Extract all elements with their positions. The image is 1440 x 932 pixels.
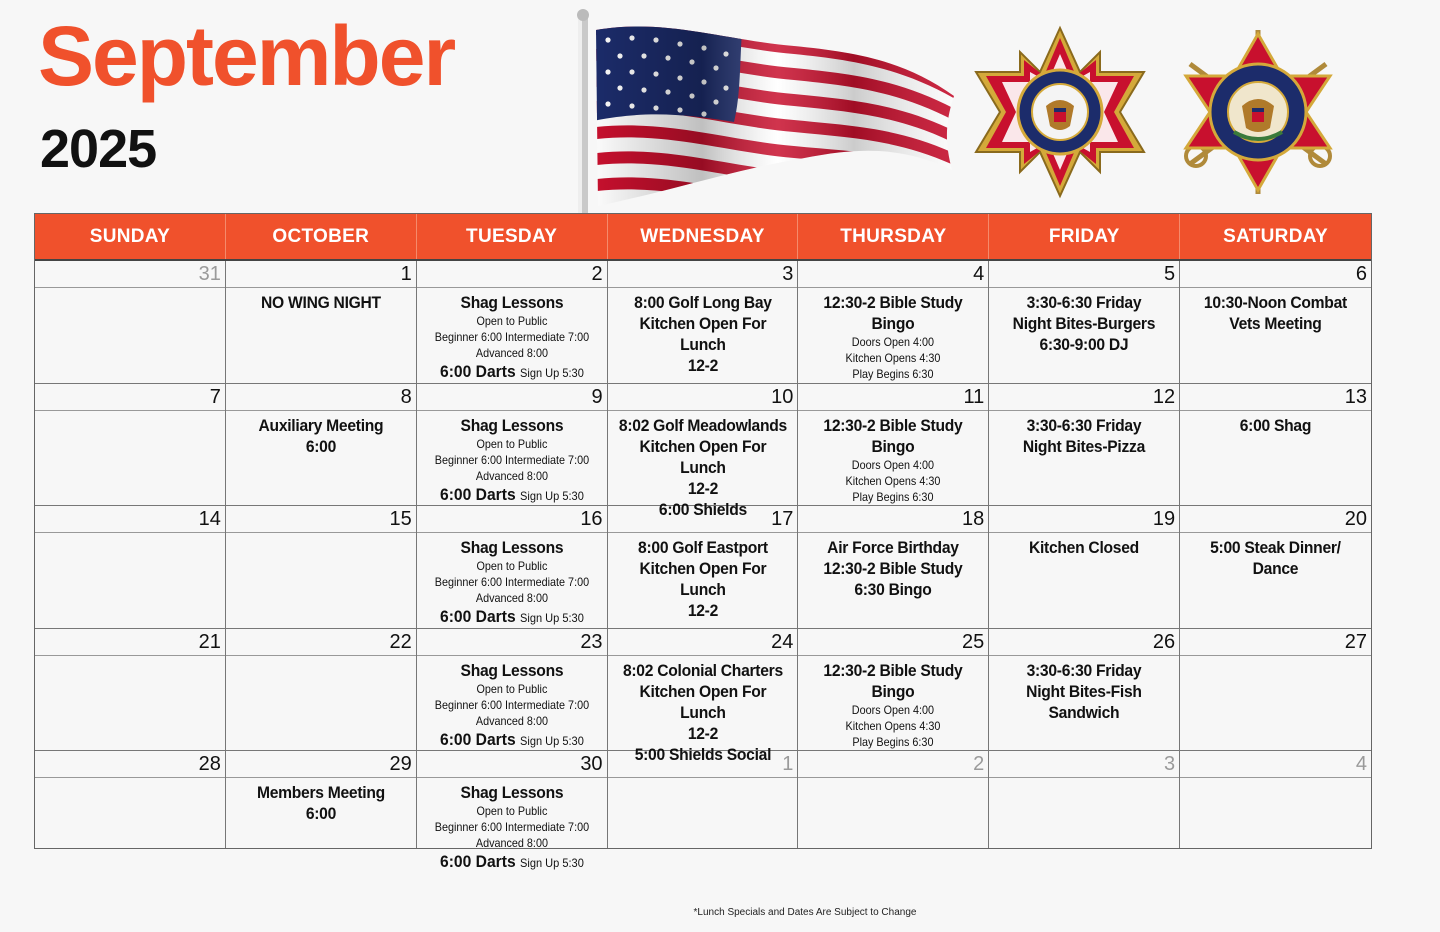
day-number: 15 xyxy=(226,506,416,533)
day-cell xyxy=(1180,629,1371,752)
event-title: Bingo xyxy=(871,436,915,456)
event-title: 12:30-2 Bible Study xyxy=(823,415,963,435)
day-cell xyxy=(989,629,1180,752)
day-cell xyxy=(226,629,417,752)
day-events xyxy=(417,411,607,507)
event-detail: Beginner 6:00 Intermediate 7:00 xyxy=(434,820,589,834)
day-cell xyxy=(798,751,989,848)
weekday-header: FRIDAY xyxy=(989,214,1180,259)
event-title: 3:30-6:30 Friday xyxy=(1026,293,1142,312)
calendar-week-row xyxy=(35,261,1371,384)
event-title: 8:00 Golf Eastport xyxy=(637,538,768,557)
event-title: 12:30-2 Bible Study xyxy=(823,293,963,312)
day-number: 22 xyxy=(226,629,416,656)
day-number: 29 xyxy=(226,751,416,778)
vfw-auxiliary-emblem-logo xyxy=(1170,24,1346,200)
day-number: 3 xyxy=(608,261,798,288)
event-detail: Play Begins 6:30 xyxy=(852,489,934,504)
footnote: *Lunch Specials and Dates Are Subject to Change xyxy=(693,907,917,918)
day-events xyxy=(798,411,988,505)
calendar-grid xyxy=(34,213,1372,871)
day-events xyxy=(35,288,225,292)
day-number: 24 xyxy=(608,629,798,656)
darts-signup: Sign Up 5:30 xyxy=(519,366,584,380)
day-cell xyxy=(417,384,608,507)
event-title: Night Bites-Fish xyxy=(1026,681,1142,701)
day-cell xyxy=(35,629,226,752)
day-events xyxy=(1180,288,1371,334)
darts-event xyxy=(424,729,599,752)
day-events xyxy=(226,411,416,457)
day-cell xyxy=(417,629,608,752)
day-events xyxy=(35,778,225,782)
event-detail: Advanced 8:00 xyxy=(475,346,548,360)
day-number: 28 xyxy=(35,751,225,778)
day-cell xyxy=(226,751,417,848)
weekday-header: WEDNESDAY xyxy=(608,214,799,259)
day-number: 7 xyxy=(35,384,225,411)
event-title: 12-2 xyxy=(687,601,718,620)
day-cell xyxy=(798,506,989,629)
day-cell xyxy=(989,261,1180,384)
day-number: 8 xyxy=(226,384,416,411)
day-cell xyxy=(35,506,226,629)
day-cell xyxy=(608,261,799,384)
weekday-header: SATURDAY xyxy=(1223,225,1328,247)
day-events xyxy=(35,411,225,415)
day-events xyxy=(989,656,1179,723)
event-title: Kitchen Open For Lunch xyxy=(639,681,766,722)
day-events xyxy=(35,533,225,537)
day-cell xyxy=(798,629,989,752)
day-events xyxy=(417,778,607,874)
day-number: 25 xyxy=(798,629,988,656)
event-detail: Kitchen Opens 4:30 xyxy=(845,351,941,365)
day-cell xyxy=(608,751,799,848)
event-title: Dance xyxy=(1252,559,1299,578)
event-detail: Doors Open 4:00 xyxy=(852,702,935,717)
event-title: Kitchen Open For Lunch xyxy=(639,559,766,599)
day-cell xyxy=(417,261,608,384)
event-detail: Beginner 6:00 Intermediate 7:00 xyxy=(434,452,589,467)
event-title: 12:30-2 Bible Study xyxy=(823,559,963,578)
event-title: 12-2 xyxy=(687,723,718,743)
darts-label: 6:00 Darts xyxy=(439,607,516,626)
event-title: Sandwich xyxy=(1048,702,1120,722)
darts-signup: Sign Up 5:30 xyxy=(519,488,584,503)
calendar-weeks xyxy=(35,261,1371,871)
day-number: 18 xyxy=(798,506,988,533)
event-title: Night Bites-Pizza xyxy=(1023,436,1146,456)
day-events xyxy=(798,288,988,382)
month-title: September xyxy=(38,9,455,103)
event-title: Kitchen Open For Lunch xyxy=(639,314,766,354)
darts-event xyxy=(424,361,599,384)
day-events xyxy=(798,533,988,600)
day-events xyxy=(1180,411,1371,436)
event-title: 8:02 Golf Meadowlands xyxy=(618,415,787,435)
day-number: 13 xyxy=(1180,384,1371,411)
day-events xyxy=(226,778,416,824)
day-number: 21 xyxy=(35,629,225,656)
event-detail: Play Begins 6:30 xyxy=(852,367,934,381)
day-events xyxy=(608,778,798,782)
day-cell xyxy=(226,384,417,507)
event-title: Shag Lessons xyxy=(460,293,564,312)
day-number: 23 xyxy=(417,629,607,656)
event-title: Bingo xyxy=(871,314,915,333)
day-cell xyxy=(1180,506,1371,629)
event-title: 5:00 Steak Dinner/ xyxy=(1210,538,1341,557)
day-number: 12 xyxy=(989,384,1179,411)
event-detail: Beginner 6:00 Intermediate 7:00 xyxy=(434,575,589,589)
event-title: 6:30-9:00 DJ xyxy=(1039,335,1129,354)
day-events xyxy=(798,656,988,750)
day-number: 1 xyxy=(608,751,798,778)
event-detail: Advanced 8:00 xyxy=(475,591,548,605)
day-cell xyxy=(1180,384,1371,507)
day-number: 11 xyxy=(798,384,988,411)
day-cell xyxy=(226,506,417,629)
day-events xyxy=(989,288,1179,355)
event-title: 6:00 xyxy=(305,436,336,456)
event-detail: Open to Public xyxy=(476,314,548,328)
event-title: Vets Meeting xyxy=(1229,314,1322,333)
weekday-header: TUESDAY xyxy=(417,214,608,259)
event-detail: Kitchen Opens 4:30 xyxy=(845,473,941,488)
day-number: 5 xyxy=(989,261,1179,288)
event-detail: Open to Public xyxy=(476,681,548,696)
day-cell xyxy=(35,261,226,384)
event-title: 6:00 Shag xyxy=(1239,415,1312,435)
day-cell xyxy=(989,506,1180,629)
day-events xyxy=(226,533,416,537)
event-detail: Doors Open 4:00 xyxy=(852,335,935,349)
year-title: 2025 xyxy=(40,119,157,179)
day-cell xyxy=(608,629,799,764)
event-title: Kitchen Closed xyxy=(1029,538,1140,557)
day-number: 4 xyxy=(798,261,988,288)
day-number: 2 xyxy=(798,751,988,778)
event-title: Shag Lessons xyxy=(460,415,564,435)
day-number: 14 xyxy=(35,506,225,533)
day-number: 9 xyxy=(417,384,607,411)
day-events xyxy=(1180,656,1371,660)
event-detail: Play Begins 6:30 xyxy=(852,734,934,749)
event-title: 8:02 Colonial Charters xyxy=(622,660,783,680)
darts-event xyxy=(424,606,599,629)
event-title: Kitchen Open For Lunch xyxy=(639,436,766,477)
day-events xyxy=(226,288,416,313)
event-title: 3:30-6:30 Friday xyxy=(1026,415,1142,435)
day-cell xyxy=(226,261,417,384)
day-number: 10 xyxy=(608,384,798,411)
darts-label: 6:00 Darts xyxy=(439,362,516,381)
day-events xyxy=(417,533,607,629)
day-number: 27 xyxy=(1180,629,1371,656)
event-detail: Advanced 8:00 xyxy=(475,713,548,728)
day-events xyxy=(608,288,798,376)
darts-event xyxy=(424,851,599,874)
day-cell xyxy=(608,506,799,629)
weekday-header: OCTOBER xyxy=(226,214,417,259)
day-cell xyxy=(989,384,1180,507)
day-events xyxy=(608,533,798,621)
darts-event xyxy=(424,484,599,507)
day-number: 19 xyxy=(989,506,1179,533)
day-number: 6 xyxy=(1180,261,1371,288)
event-detail: Open to Public xyxy=(476,436,548,451)
event-title: 8:00 Golf Long Bay xyxy=(633,293,772,312)
weekday-header: THURSDAY xyxy=(798,214,989,259)
calendar-week-row xyxy=(35,751,1371,871)
event-detail: Beginner 6:00 Intermediate 7:00 xyxy=(434,330,589,344)
day-events xyxy=(798,778,988,782)
day-events xyxy=(226,656,416,660)
day-events xyxy=(608,411,798,520)
day-number: 31 xyxy=(35,261,225,288)
day-events xyxy=(1180,533,1371,579)
day-number: 3 xyxy=(989,751,1179,778)
day-events xyxy=(989,411,1179,457)
darts-signup: Sign Up 5:30 xyxy=(519,733,584,748)
day-number: 2 xyxy=(417,261,607,288)
event-detail: Open to Public xyxy=(476,804,548,818)
event-title: 6:00 Shields xyxy=(658,499,747,519)
darts-signup: Sign Up 5:30 xyxy=(519,856,584,870)
event-title: Shag Lessons xyxy=(460,660,564,680)
day-cell xyxy=(1180,261,1371,384)
american-flag-image xyxy=(574,10,974,215)
event-title: 12:30-2 Bible Study xyxy=(823,660,963,680)
day-events xyxy=(989,533,1179,558)
event-detail: Kitchen Opens 4:30 xyxy=(845,718,941,733)
event-title: NO WING NIGHT xyxy=(260,293,381,312)
day-cell xyxy=(417,506,608,629)
event-title: Auxiliary Meeting xyxy=(258,415,384,435)
darts-label: 6:00 Darts xyxy=(439,852,516,871)
day-events xyxy=(989,778,1179,782)
calendar-week-row xyxy=(35,506,1371,629)
event-title: 12-2 xyxy=(687,478,718,498)
event-title: 6:30 Bingo xyxy=(854,580,932,599)
day-cell xyxy=(989,751,1180,848)
day-cell xyxy=(798,384,989,507)
day-cell xyxy=(35,384,226,507)
day-events xyxy=(35,656,225,660)
day-events xyxy=(1180,778,1371,782)
darts-label: 6:00 Darts xyxy=(439,729,516,749)
day-number: 26 xyxy=(989,629,1179,656)
event-detail: Doors Open 4:00 xyxy=(852,457,935,472)
day-number: 16 xyxy=(417,506,607,533)
darts-label: 6:00 Darts xyxy=(439,484,516,504)
event-title: Night Bites-Burgers xyxy=(1012,314,1156,333)
event-title: 3:30-6:30 Friday xyxy=(1026,660,1142,680)
event-title: Shag Lessons xyxy=(460,783,564,802)
day-cell xyxy=(1180,751,1371,848)
day-cell xyxy=(417,751,608,871)
event-title: Shag Lessons xyxy=(460,538,564,557)
event-title: Bingo xyxy=(871,681,915,701)
weekday-header: SUNDAY xyxy=(35,214,226,259)
day-cell xyxy=(798,261,989,384)
day-number: 4 xyxy=(1180,751,1371,778)
day-number: 1 xyxy=(226,261,416,288)
event-title: Members Meeting xyxy=(256,783,385,802)
event-title: 5:00 Shields Social xyxy=(634,744,771,764)
weekday-header-row xyxy=(35,214,1371,261)
event-title: 10:30-Noon Combat xyxy=(1204,293,1348,312)
day-number: 30 xyxy=(417,751,607,778)
darts-signup: Sign Up 5:30 xyxy=(519,611,584,625)
event-title: 12-2 xyxy=(687,356,718,375)
event-detail: Open to Public xyxy=(476,559,548,573)
day-cell xyxy=(35,751,226,848)
day-number: 17 xyxy=(608,506,798,533)
vfw-emblem-logo xyxy=(972,24,1148,200)
day-events xyxy=(417,288,607,384)
event-detail: Advanced 8:00 xyxy=(475,836,548,850)
event-title: Air Force Birthday xyxy=(827,538,960,557)
event-detail: Beginner 6:00 Intermediate 7:00 xyxy=(434,697,589,712)
day-number: 20 xyxy=(1180,506,1371,533)
event-title: 6:00 xyxy=(305,804,336,823)
day-events xyxy=(608,656,798,765)
event-detail: Advanced 8:00 xyxy=(475,468,548,483)
day-events xyxy=(417,656,607,752)
